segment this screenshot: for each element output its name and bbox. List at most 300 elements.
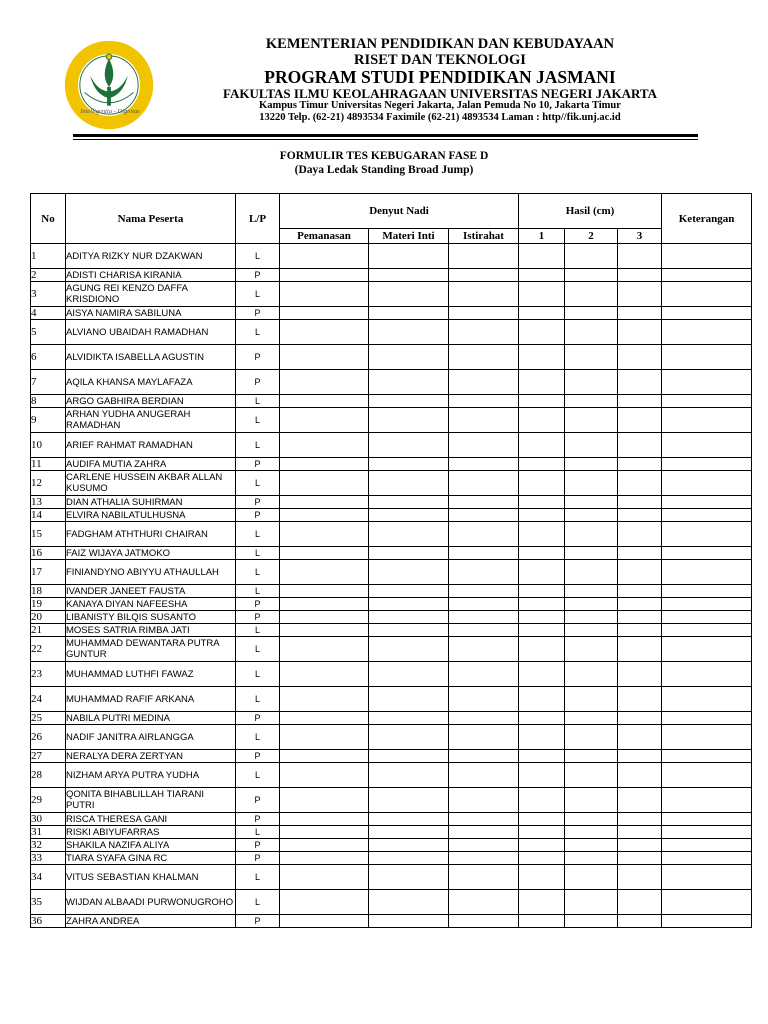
pulse-core-cell[interactable] <box>369 637 449 662</box>
pulse-warmup-cell[interactable] <box>280 839 369 852</box>
note-cell[interactable] <box>662 408 752 433</box>
result-trial-1-cell[interactable] <box>519 522 565 547</box>
pulse-rest-cell[interactable] <box>449 865 519 890</box>
result-trial-2-cell[interactable] <box>565 471 618 496</box>
pulse-warmup-cell[interactable] <box>280 585 369 598</box>
result-trial-3-cell[interactable] <box>618 585 662 598</box>
result-trial-1-cell[interactable] <box>519 320 565 345</box>
result-trial-3-cell[interactable] <box>618 712 662 725</box>
table-row <box>31 662 752 687</box>
result-trial-2-cell[interactable] <box>565 750 618 763</box>
pulse-rest-cell[interactable] <box>449 320 519 345</box>
pulse-warmup-cell[interactable] <box>280 370 369 395</box>
pulse-warmup-cell[interactable] <box>280 244 369 269</box>
result-trial-2-cell[interactable] <box>565 345 618 370</box>
participant-name: AISYA NAMIRA SABILUNA <box>66 307 236 320</box>
pulse-core-cell[interactable] <box>369 813 449 826</box>
row-number: 9 <box>31 408 66 433</box>
result-trial-1-cell[interactable] <box>519 890 565 915</box>
result-trial-1-cell[interactable] <box>519 509 565 522</box>
result-trial-1-cell[interactable] <box>519 547 565 560</box>
result-trial-2-cell[interactable] <box>565 408 618 433</box>
ministry-subname: RISET DAN TEKNOLOGI <box>354 52 526 68</box>
pulse-rest-cell[interactable] <box>449 560 519 585</box>
result-trial-2-cell[interactable] <box>565 788 618 813</box>
pulse-core-cell[interactable] <box>369 890 449 915</box>
pulse-rest-cell[interactable] <box>449 915 519 928</box>
result-trial-2-cell[interactable] <box>565 763 618 788</box>
pulse-core-cell[interactable] <box>369 826 449 839</box>
pulse-core-cell[interactable] <box>369 585 449 598</box>
result-trial-1-cell[interactable] <box>519 458 565 471</box>
pulse-warmup-cell[interactable] <box>280 637 369 662</box>
note-cell[interactable] <box>662 370 752 395</box>
pulse-core-cell[interactable] <box>369 320 449 345</box>
ministry-name: KEMENTERIAN PENDIDIKAN DAN KEBUDAYAAN <box>265 36 615 52</box>
note-cell[interactable] <box>662 509 752 522</box>
pulse-core-cell[interactable] <box>369 433 449 458</box>
note-cell[interactable] <box>662 307 752 320</box>
result-trial-3-cell[interactable] <box>618 826 662 839</box>
result-trial-3-cell[interactable] <box>618 433 662 458</box>
result-trial-3-cell[interactable] <box>618 813 662 826</box>
pulse-rest-cell[interactable] <box>449 433 519 458</box>
result-trial-2-cell[interactable] <box>565 307 618 320</box>
result-trial-2-cell[interactable] <box>565 547 618 560</box>
result-trial-1-cell[interactable] <box>519 712 565 725</box>
result-trial-1-cell[interactable] <box>519 585 565 598</box>
pulse-core-cell[interactable] <box>369 496 449 509</box>
result-trial-3-cell[interactable] <box>618 395 662 408</box>
result-trial-2-cell[interactable] <box>565 725 618 750</box>
note-cell[interactable] <box>662 611 752 624</box>
note-cell[interactable] <box>662 839 752 852</box>
result-trial-1-cell[interactable] <box>519 433 565 458</box>
note-cell[interactable] <box>662 763 752 788</box>
pulse-rest-cell[interactable] <box>449 611 519 624</box>
pulse-warmup-cell[interactable] <box>280 763 369 788</box>
pulse-rest-cell[interactable] <box>449 826 519 839</box>
pulse-rest-cell[interactable] <box>449 370 519 395</box>
note-cell[interactable] <box>662 395 752 408</box>
note-cell[interactable] <box>662 320 752 345</box>
pulse-rest-cell[interactable] <box>449 637 519 662</box>
pulse-rest-cell[interactable] <box>449 395 519 408</box>
note-cell[interactable] <box>662 813 752 826</box>
pulse-warmup-cell[interactable] <box>280 852 369 865</box>
pulse-core-cell[interactable] <box>369 560 449 585</box>
table-row <box>31 307 752 320</box>
subheader-trial-2: 2 <box>565 229 618 244</box>
pulse-rest-cell[interactable] <box>449 307 519 320</box>
result-trial-3-cell[interactable] <box>618 307 662 320</box>
result-trial-1-cell[interactable] <box>519 269 565 282</box>
result-trial-2-cell[interactable] <box>565 624 618 637</box>
pulse-warmup-cell[interactable] <box>280 522 369 547</box>
result-trial-3-cell[interactable] <box>618 788 662 813</box>
table-row <box>31 269 752 282</box>
participant-name: ADITYA RIZKY NUR DZAKWAN <box>66 244 236 269</box>
result-trial-2-cell[interactable] <box>565 585 618 598</box>
note-cell[interactable] <box>662 662 752 687</box>
result-trial-2-cell[interactable] <box>565 269 618 282</box>
note-cell[interactable] <box>662 522 752 547</box>
pulse-core-cell[interactable] <box>369 244 449 269</box>
row-number: 28 <box>31 763 66 788</box>
result-trial-1-cell[interactable] <box>519 839 565 852</box>
note-cell[interactable] <box>662 687 752 712</box>
pulse-warmup-cell[interactable] <box>280 624 369 637</box>
row-number: 15 <box>31 522 66 547</box>
result-trial-2-cell[interactable] <box>565 915 618 928</box>
result-trial-2-cell[interactable] <box>565 852 618 865</box>
pulse-warmup-cell[interactable] <box>280 662 369 687</box>
row-number: 26 <box>31 725 66 750</box>
result-trial-1-cell[interactable] <box>519 471 565 496</box>
pulse-warmup-cell[interactable] <box>280 890 369 915</box>
pulse-core-cell[interactable] <box>369 624 449 637</box>
result-trial-2-cell[interactable] <box>565 865 618 890</box>
pulse-warmup-cell[interactable] <box>280 712 369 725</box>
row-number: 12 <box>31 471 66 496</box>
result-trial-1-cell[interactable] <box>519 611 565 624</box>
participant-gender: P <box>236 269 280 282</box>
pulse-rest-cell[interactable] <box>449 725 519 750</box>
result-trial-3-cell[interactable] <box>618 547 662 560</box>
row-number: 36 <box>31 915 66 928</box>
pulse-core-cell[interactable] <box>369 915 449 928</box>
pulse-warmup-cell[interactable] <box>280 509 369 522</box>
result-trial-2-cell[interactable] <box>565 282 618 307</box>
pulse-rest-cell[interactable] <box>449 687 519 712</box>
pulse-rest-cell[interactable] <box>449 763 519 788</box>
result-trial-3-cell[interactable] <box>618 637 662 662</box>
note-cell[interactable] <box>662 345 752 370</box>
pulse-core-cell[interactable] <box>369 345 449 370</box>
row-number: 21 <box>31 624 66 637</box>
result-trial-2-cell[interactable] <box>565 458 618 471</box>
pulse-core-cell[interactable] <box>369 750 449 763</box>
participant-name: NADIF JANITRA AIRLANGGA <box>66 725 236 750</box>
pulse-rest-cell[interactable] <box>449 598 519 611</box>
pulse-core-cell[interactable] <box>369 395 449 408</box>
note-cell[interactable] <box>662 244 752 269</box>
result-trial-2-cell[interactable] <box>565 244 618 269</box>
result-trial-1-cell[interactable] <box>519 345 565 370</box>
pulse-rest-cell[interactable] <box>449 471 519 496</box>
result-trial-3-cell[interactable] <box>618 471 662 496</box>
result-trial-3-cell[interactable] <box>618 560 662 585</box>
note-cell[interactable] <box>662 637 752 662</box>
result-trial-2-cell[interactable] <box>565 839 618 852</box>
pulse-rest-cell[interactable] <box>449 712 519 725</box>
result-trial-1-cell[interactable] <box>519 560 565 585</box>
result-trial-1-cell[interactable] <box>519 826 565 839</box>
result-trial-1-cell[interactable] <box>519 244 565 269</box>
result-trial-2-cell[interactable] <box>565 395 618 408</box>
pulse-warmup-cell[interactable] <box>280 725 369 750</box>
result-trial-3-cell[interactable] <box>618 244 662 269</box>
note-cell[interactable] <box>662 458 752 471</box>
result-trial-3-cell[interactable] <box>618 509 662 522</box>
pulse-core-cell[interactable] <box>369 370 449 395</box>
pulse-warmup-cell[interactable] <box>280 813 369 826</box>
participant-gender: L <box>236 433 280 458</box>
result-trial-3-cell[interactable] <box>618 852 662 865</box>
participant-name: CARLENE HUSSEIN AKBAR ALLAN KUSUMO <box>66 471 236 496</box>
pulse-warmup-cell[interactable] <box>280 395 369 408</box>
result-trial-1-cell[interactable] <box>519 750 565 763</box>
pulse-rest-cell[interactable] <box>449 788 519 813</box>
note-cell[interactable] <box>662 826 752 839</box>
result-trial-3-cell[interactable] <box>618 725 662 750</box>
pulse-warmup-cell[interactable] <box>280 788 369 813</box>
pulse-core-cell[interactable] <box>369 598 449 611</box>
pulse-core-cell[interactable] <box>369 662 449 687</box>
result-trial-2-cell[interactable] <box>565 611 618 624</box>
pulse-core-cell[interactable] <box>369 788 449 813</box>
pulse-warmup-cell[interactable] <box>280 433 369 458</box>
pulse-core-cell[interactable] <box>369 522 449 547</box>
pulse-warmup-cell[interactable] <box>280 458 369 471</box>
participant-gender: P <box>236 915 280 928</box>
result-trial-2-cell[interactable] <box>565 320 618 345</box>
result-trial-2-cell[interactable] <box>565 370 618 395</box>
table-row <box>31 750 752 763</box>
pulse-rest-cell[interactable] <box>449 509 519 522</box>
result-trial-3-cell[interactable] <box>618 915 662 928</box>
result-trial-3-cell[interactable] <box>618 611 662 624</box>
subheader-trial-1: 1 <box>519 229 565 244</box>
result-trial-1-cell[interactable] <box>519 496 565 509</box>
participant-name: TIARA SYAFA GINA RC <box>66 852 236 865</box>
note-cell[interactable] <box>662 471 752 496</box>
pulse-warmup-cell[interactable] <box>280 307 369 320</box>
table-row <box>31 865 752 890</box>
pulse-warmup-cell[interactable] <box>280 826 369 839</box>
note-cell[interactable] <box>662 433 752 458</box>
pulse-warmup-cell[interactable] <box>280 408 369 433</box>
pulse-warmup-cell[interactable] <box>280 865 369 890</box>
row-number: 34 <box>31 865 66 890</box>
note-cell[interactable] <box>662 712 752 725</box>
result-trial-1-cell[interactable] <box>519 624 565 637</box>
pulse-warmup-cell[interactable] <box>280 915 369 928</box>
pulse-rest-cell[interactable] <box>449 662 519 687</box>
result-trial-3-cell[interactable] <box>618 763 662 788</box>
result-trial-3-cell[interactable] <box>618 865 662 890</box>
result-trial-2-cell[interactable] <box>565 687 618 712</box>
participant-name: LIBANISTY BILQIS SUSANTO <box>66 611 236 624</box>
result-trial-2-cell[interactable] <box>565 662 618 687</box>
result-trial-2-cell[interactable] <box>565 826 618 839</box>
result-trial-2-cell[interactable] <box>565 509 618 522</box>
note-cell[interactable] <box>662 547 752 560</box>
pulse-core-cell[interactable] <box>369 839 449 852</box>
participant-name: QONITA BIHABLILLAH TIARANI PUTRI <box>66 788 236 813</box>
result-trial-1-cell[interactable] <box>519 788 565 813</box>
result-trial-3-cell[interactable] <box>618 624 662 637</box>
participant-gender: P <box>236 611 280 624</box>
result-trial-3-cell[interactable] <box>618 522 662 547</box>
result-trial-3-cell[interactable] <box>618 750 662 763</box>
note-cell[interactable] <box>662 560 752 585</box>
result-trial-3-cell[interactable] <box>618 496 662 509</box>
pulse-core-cell[interactable] <box>369 712 449 725</box>
pulse-warmup-cell[interactable] <box>280 471 369 496</box>
pulse-rest-cell[interactable] <box>449 244 519 269</box>
note-cell[interactable] <box>662 496 752 509</box>
pulse-warmup-cell[interactable] <box>280 750 369 763</box>
result-trial-2-cell[interactable] <box>565 813 618 826</box>
participant-gender: L <box>236 865 280 890</box>
pulse-core-cell[interactable] <box>369 269 449 282</box>
pulse-rest-cell[interactable] <box>449 408 519 433</box>
result-trial-3-cell[interactable] <box>618 282 662 307</box>
pulse-rest-cell[interactable] <box>449 839 519 852</box>
result-trial-3-cell[interactable] <box>618 370 662 395</box>
note-cell[interactable] <box>662 725 752 750</box>
pulse-core-cell[interactable] <box>369 408 449 433</box>
note-cell[interactable] <box>662 598 752 611</box>
note-cell[interactable] <box>662 890 752 915</box>
row-number: 4 <box>31 307 66 320</box>
participant-name: ZAHRA ANDREA <box>66 915 236 928</box>
pulse-core-cell[interactable] <box>369 725 449 750</box>
pulse-core-cell[interactable] <box>369 865 449 890</box>
result-trial-2-cell[interactable] <box>565 712 618 725</box>
result-trial-3-cell[interactable] <box>618 687 662 712</box>
participant-name: AUDIFA MUTIA ZAHRA <box>66 458 236 471</box>
result-trial-1-cell[interactable] <box>519 915 565 928</box>
program-name: PROGRAM STUDI PENDIDIKAN JASMANI <box>264 67 616 87</box>
result-trial-3-cell[interactable] <box>618 890 662 915</box>
pulse-core-cell[interactable] <box>369 852 449 865</box>
result-trial-3-cell[interactable] <box>618 598 662 611</box>
result-trial-1-cell[interactable] <box>519 307 565 320</box>
result-trial-3-cell[interactable] <box>618 839 662 852</box>
pulse-warmup-cell[interactable] <box>280 560 369 585</box>
note-cell[interactable] <box>662 750 752 763</box>
participant-gender: P <box>236 458 280 471</box>
pulse-rest-cell[interactable] <box>449 852 519 865</box>
note-cell[interactable] <box>662 788 752 813</box>
pulse-warmup-cell[interactable] <box>280 282 369 307</box>
note-cell[interactable] <box>662 865 752 890</box>
pulse-rest-cell[interactable] <box>449 458 519 471</box>
result-trial-2-cell[interactable] <box>565 598 618 611</box>
pulse-core-cell[interactable] <box>369 471 449 496</box>
note-cell[interactable] <box>662 915 752 928</box>
result-trial-3-cell[interactable] <box>618 662 662 687</box>
pulse-core-cell[interactable] <box>369 547 449 560</box>
result-trial-1-cell[interactable] <box>519 598 565 611</box>
result-trial-1-cell[interactable] <box>519 370 565 395</box>
note-cell[interactable] <box>662 585 752 598</box>
pulse-warmup-cell[interactable] <box>280 496 369 509</box>
result-trial-1-cell[interactable] <box>519 395 565 408</box>
pulse-warmup-cell[interactable] <box>280 611 369 624</box>
note-cell[interactable] <box>662 624 752 637</box>
participant-name: RISKI ABIYUFARRAS <box>66 826 236 839</box>
pulse-rest-cell[interactable] <box>449 282 519 307</box>
pulse-core-cell[interactable] <box>369 509 449 522</box>
participant-name: NABILA PUTRI MEDINA <box>66 712 236 725</box>
pulse-core-cell[interactable] <box>369 307 449 320</box>
pulse-rest-cell[interactable] <box>449 624 519 637</box>
pulse-rest-cell[interactable] <box>449 522 519 547</box>
result-trial-1-cell[interactable] <box>519 662 565 687</box>
pulse-rest-cell[interactable] <box>449 585 519 598</box>
result-trial-1-cell[interactable] <box>519 408 565 433</box>
pulse-core-cell[interactable] <box>369 458 449 471</box>
participant-gender: L <box>236 763 280 788</box>
result-trial-3-cell[interactable] <box>618 320 662 345</box>
result-trial-3-cell[interactable] <box>618 269 662 282</box>
result-trial-1-cell[interactable] <box>519 813 565 826</box>
pulse-warmup-cell[interactable] <box>280 269 369 282</box>
result-trial-2-cell[interactable] <box>565 890 618 915</box>
pulse-rest-cell[interactable] <box>449 750 519 763</box>
participant-name: AQILA KHANSA MAYLAFAZA <box>66 370 236 395</box>
pulse-rest-cell[interactable] <box>449 813 519 826</box>
result-trial-1-cell[interactable] <box>519 637 565 662</box>
participant-gender: P <box>236 307 280 320</box>
result-trial-2-cell[interactable] <box>565 496 618 509</box>
form-subtitle: (Daya Ledak Standing Broad Jump) <box>294 164 474 176</box>
result-trial-2-cell[interactable] <box>565 637 618 662</box>
participant-name: FADGHAM ATHTHURI CHAIRAN <box>66 522 236 547</box>
pulse-warmup-cell[interactable] <box>280 547 369 560</box>
pulse-rest-cell[interactable] <box>449 547 519 560</box>
header-pulse: Denyut Nadi <box>280 194 519 229</box>
pulse-rest-cell[interactable] <box>449 269 519 282</box>
result-trial-1-cell[interactable] <box>519 852 565 865</box>
row-number: 14 <box>31 509 66 522</box>
note-cell[interactable] <box>662 852 752 865</box>
result-trial-1-cell[interactable] <box>519 687 565 712</box>
participant-gender: L <box>236 826 280 839</box>
result-trial-3-cell[interactable] <box>618 408 662 433</box>
pulse-rest-cell[interactable] <box>449 890 519 915</box>
result-trial-3-cell[interactable] <box>618 458 662 471</box>
result-trial-1-cell[interactable] <box>519 725 565 750</box>
table-row <box>31 408 752 433</box>
result-trial-3-cell[interactable] <box>618 345 662 370</box>
pulse-core-cell[interactable] <box>369 282 449 307</box>
pulse-core-cell[interactable] <box>369 611 449 624</box>
pulse-warmup-cell[interactable] <box>280 687 369 712</box>
note-cell[interactable] <box>662 282 752 307</box>
pulse-core-cell[interactable] <box>369 763 449 788</box>
result-trial-1-cell[interactable] <box>519 865 565 890</box>
result-trial-1-cell[interactable] <box>519 763 565 788</box>
result-trial-1-cell[interactable] <box>519 282 565 307</box>
participant-name: FINIANDYNO ABIYYU ATHAULLAH <box>66 560 236 585</box>
note-cell[interactable] <box>662 269 752 282</box>
pulse-rest-cell[interactable] <box>449 496 519 509</box>
pulse-warmup-cell[interactable] <box>280 320 369 345</box>
row-number: 19 <box>31 598 66 611</box>
result-trial-2-cell[interactable] <box>565 522 618 547</box>
result-trial-2-cell[interactable] <box>565 560 618 585</box>
result-trial-2-cell[interactable] <box>565 433 618 458</box>
pulse-warmup-cell[interactable] <box>280 345 369 370</box>
pulse-core-cell[interactable] <box>369 687 449 712</box>
row-number: 8 <box>31 395 66 408</box>
pulse-warmup-cell[interactable] <box>280 598 369 611</box>
pulse-rest-cell[interactable] <box>449 345 519 370</box>
